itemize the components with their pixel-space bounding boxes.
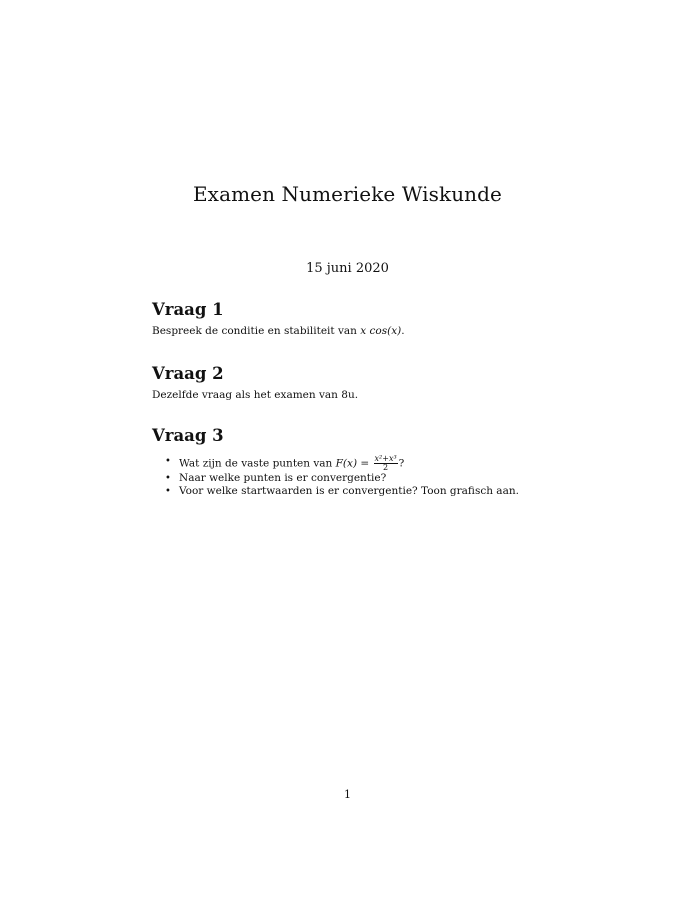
bullet-icon: •: [165, 473, 171, 484]
page-number: 1: [344, 788, 351, 801]
document-date: 15 juni 2020: [306, 261, 389, 276]
bullet-icon: •: [165, 486, 171, 497]
item-text: Wat zijn de vaste punten van: [179, 457, 336, 470]
body-text: Bespreek de conditie en stabiliteit van: [152, 325, 361, 337]
list-item: [152, 485, 572, 498]
math-fraction: [374, 455, 398, 472]
fraction-denominator: 2: [383, 463, 389, 472]
list-item: [152, 455, 572, 472]
section-body: Dezelfde vraag als het examen van 8u.: [152, 389, 359, 401]
section-vraag-1: [152, 300, 572, 337]
section-heading: Vraag 2: [152, 364, 224, 383]
section-body: [152, 325, 572, 337]
bullet-icon: •: [165, 456, 171, 467]
section-vraag-2: [152, 364, 572, 401]
section-heading: Vraag 1: [152, 300, 224, 319]
body-punct: .: [401, 325, 405, 337]
item-text: Naar welke punten is er convergentie?: [179, 472, 387, 484]
list-item: [152, 472, 572, 485]
question-list: [152, 455, 572, 498]
fraction-numerator: x²+x³: [374, 454, 397, 463]
section-heading: Vraag 3: [152, 426, 224, 445]
math-expression: x cos(x): [360, 325, 402, 337]
item-text: Voor welke startwaarden is er convergentie? Toon grafisch aan.: [179, 485, 519, 497]
section-vraag-3: [152, 426, 572, 498]
math-lhs: F(x) =: [335, 457, 370, 470]
document-title: Examen Numerieke Wiskunde: [192, 182, 502, 206]
item-punct: ?: [398, 457, 405, 470]
